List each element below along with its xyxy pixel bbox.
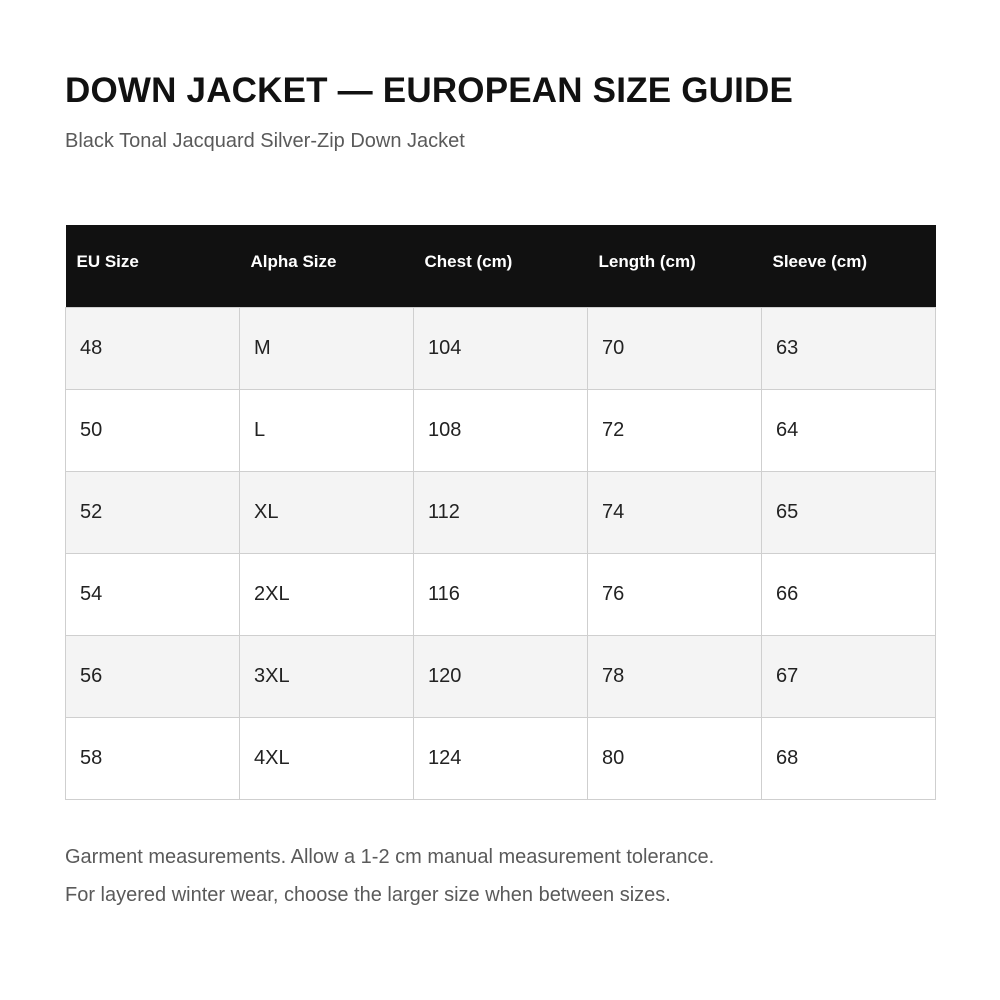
table-cell-alpha-size: 4XL <box>240 717 414 799</box>
table-cell-length: 76 <box>588 553 762 635</box>
column-header-alpha-size: Alpha Size <box>240 225 414 307</box>
table-row <box>66 635 936 717</box>
table-cell-alpha-size: XL <box>240 471 414 553</box>
table-cell-length: 72 <box>588 389 762 471</box>
footnotes <box>65 838 714 914</box>
column-header-eu-size: EU Size <box>66 225 240 307</box>
column-header-sleeve: Sleeve (cm) <box>762 225 936 307</box>
table-cell-alpha-size: 3XL <box>240 635 414 717</box>
size-table <box>65 225 936 800</box>
page-title: DOWN JACKET — EUROPEAN SIZE GUIDE <box>65 71 794 110</box>
table-cell-length: 74 <box>588 471 762 553</box>
measurement-tolerance-note: Garment measurements. Allow a 1-2 cm manual measurement tolerance. <box>65 846 715 868</box>
table-cell-alpha-size: L <box>240 389 414 471</box>
table-header-row <box>66 225 936 307</box>
table-cell-chest: 120 <box>414 635 588 717</box>
table-row <box>66 471 936 553</box>
table-cell-sleeve: 64 <box>762 389 936 471</box>
table-row <box>66 553 936 635</box>
table-cell-length: 78 <box>588 635 762 717</box>
table-cell-sleeve: 67 <box>762 635 936 717</box>
table-row <box>66 389 936 471</box>
table-cell-chest: 112 <box>414 471 588 553</box>
table-cell-eu-size: 48 <box>66 307 240 389</box>
table-cell-eu-size: 58 <box>66 717 240 799</box>
table-cell-chest: 116 <box>414 553 588 635</box>
column-header-length: Length (cm) <box>588 225 762 307</box>
table-cell-sleeve: 66 <box>762 553 936 635</box>
table-cell-length: 70 <box>588 307 762 389</box>
table-cell-alpha-size: M <box>240 307 414 389</box>
column-header-chest: Chest (cm) <box>414 225 588 307</box>
table-cell-sleeve: 68 <box>762 717 936 799</box>
table-cell-sleeve: 65 <box>762 471 936 553</box>
table-cell-chest: 124 <box>414 717 588 799</box>
table-cell-chest: 108 <box>414 389 588 471</box>
table-cell-sleeve: 63 <box>762 307 936 389</box>
table-row <box>66 307 936 389</box>
table-cell-alpha-size: 2XL <box>240 553 414 635</box>
product-subtitle: Black Tonal Jacquard Silver-Zip Down Jacket <box>65 130 465 152</box>
table-cell-eu-size: 54 <box>66 553 240 635</box>
table-cell-length: 80 <box>588 717 762 799</box>
table-row <box>66 717 936 799</box>
table-cell-eu-size: 52 <box>66 471 240 553</box>
layering-advice-note: For layered winter wear, choose the larger size when between sizes. <box>65 884 671 906</box>
table-cell-eu-size: 56 <box>66 635 240 717</box>
table-cell-chest: 104 <box>414 307 588 389</box>
table-cell-eu-size: 50 <box>66 389 240 471</box>
